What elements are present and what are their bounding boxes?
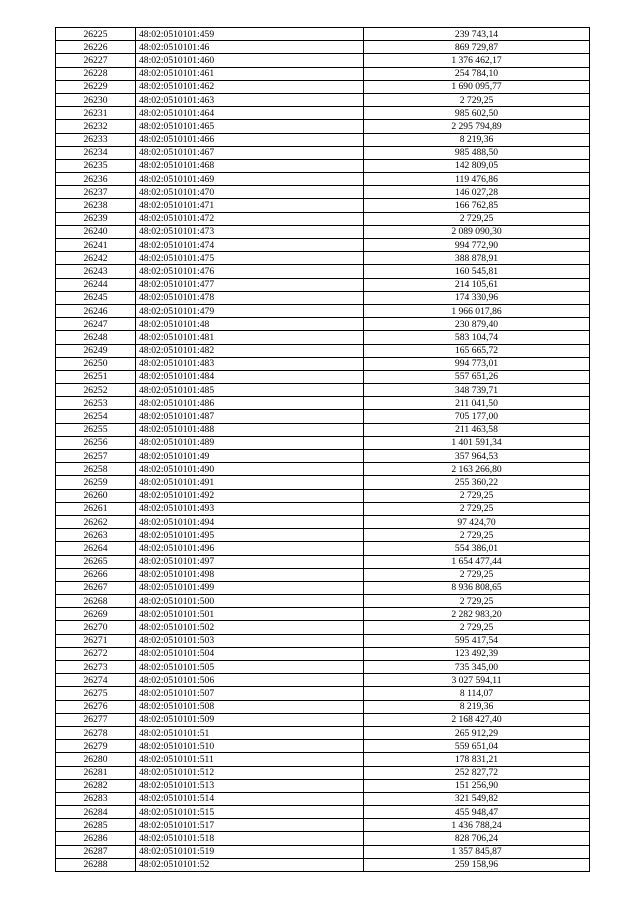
- row-number-cell: 26263: [56, 529, 136, 542]
- cadastral-number-cell: 48:02:0510101:490: [136, 463, 364, 476]
- row-number-cell: 26226: [56, 41, 136, 54]
- row-number-cell: 26272: [56, 647, 136, 660]
- row-number-cell: 26270: [56, 621, 136, 634]
- row-number-cell: 26243: [56, 265, 136, 278]
- row-number-cell: 26259: [56, 476, 136, 489]
- value-cell: 994 773,01: [364, 357, 590, 370]
- value-cell: 146 027,28: [364, 186, 590, 199]
- table-row: [56, 54, 590, 67]
- table-row: [56, 186, 590, 199]
- table-row: [56, 291, 590, 304]
- cadastral-number-cell: 48:02:0510101:481: [136, 331, 364, 344]
- cadastral-number-cell: 48:02:0510101:512: [136, 766, 364, 779]
- value-cell: 174 330,96: [364, 291, 590, 304]
- table-row: [56, 120, 590, 133]
- cadastral-number-cell: 48:02:0510101:507: [136, 687, 364, 700]
- cadastral-number-cell: 48:02:0510101:46: [136, 41, 364, 54]
- value-cell: 388 878,91: [364, 252, 590, 265]
- table-row: [56, 792, 590, 805]
- value-cell: 97 424,70: [364, 515, 590, 528]
- value-cell: 2 729,25: [364, 568, 590, 581]
- table-row: [56, 845, 590, 858]
- table-row: [56, 726, 590, 739]
- value-cell: 211 463,58: [364, 423, 590, 436]
- table-row: [56, 740, 590, 753]
- row-number-cell: 26229: [56, 80, 136, 93]
- value-cell: 255 360,22: [364, 476, 590, 489]
- cadastral-number-cell: 48:02:0510101:460: [136, 54, 364, 67]
- cadastral-number-cell: 48:02:0510101:479: [136, 304, 364, 317]
- cadastral-number-cell: 48:02:0510101:508: [136, 700, 364, 713]
- cadastral-number-cell: 48:02:0510101:505: [136, 661, 364, 674]
- cadastral-number-cell: 48:02:0510101:506: [136, 674, 364, 687]
- cadastral-number-cell: 48:02:0510101:509: [136, 713, 364, 726]
- table-row: [56, 476, 590, 489]
- cadastral-number-cell: 48:02:0510101:499: [136, 581, 364, 594]
- table-row: [56, 608, 590, 621]
- value-cell: 8 219,36: [364, 700, 590, 713]
- cadastral-number-cell: 48:02:0510101:486: [136, 397, 364, 410]
- row-number-cell: 26266: [56, 568, 136, 581]
- row-number-cell: 26244: [56, 278, 136, 291]
- table-row: [56, 713, 590, 726]
- table-row: [56, 661, 590, 674]
- row-number-cell: 26284: [56, 806, 136, 819]
- value-cell: 985 602,50: [364, 107, 590, 120]
- cadastral-number-cell: 48:02:0510101:513: [136, 779, 364, 792]
- row-number-cell: 26265: [56, 555, 136, 568]
- row-number-cell: 26262: [56, 515, 136, 528]
- row-number-cell: 26227: [56, 54, 136, 67]
- row-number-cell: 26267: [56, 581, 136, 594]
- table-row: [56, 278, 590, 291]
- table-row: [56, 212, 590, 225]
- value-cell: 259 158,96: [364, 858, 590, 871]
- table-row: [56, 331, 590, 344]
- value-cell: 2 282 983,20: [364, 608, 590, 621]
- value-cell: 1 654 477,44: [364, 555, 590, 568]
- table-row: [56, 450, 590, 463]
- value-cell: 1 357 845,87: [364, 845, 590, 858]
- row-number-cell: 26275: [56, 687, 136, 700]
- value-cell: 165 665,72: [364, 344, 590, 357]
- row-number-cell: 26285: [56, 819, 136, 832]
- row-number-cell: 26246: [56, 304, 136, 317]
- row-number-cell: 26256: [56, 436, 136, 449]
- row-number-cell: 26277: [56, 713, 136, 726]
- value-cell: 559 651,04: [364, 740, 590, 753]
- table-row: [56, 410, 590, 423]
- value-cell: 8 219,36: [364, 133, 590, 146]
- value-cell: 735 345,00: [364, 661, 590, 674]
- row-number-cell: 26245: [56, 291, 136, 304]
- value-cell: 583 104,74: [364, 331, 590, 344]
- value-cell: 554 386,01: [364, 542, 590, 555]
- value-cell: 119 476,86: [364, 173, 590, 186]
- table-row: [56, 687, 590, 700]
- table-row: [56, 568, 590, 581]
- value-cell: 705 177,00: [364, 410, 590, 423]
- value-cell: 1 690 095,77: [364, 80, 590, 93]
- row-number-cell: 26276: [56, 700, 136, 713]
- cadastral-number-cell: 48:02:0510101:465: [136, 120, 364, 133]
- value-cell: 160 545,81: [364, 265, 590, 278]
- value-cell: 265 912,29: [364, 726, 590, 739]
- value-cell: 595 417,54: [364, 634, 590, 647]
- row-number-cell: 26271: [56, 634, 136, 647]
- cadastral-number-cell: 48:02:0510101:462: [136, 80, 364, 93]
- row-number-cell: 26254: [56, 410, 136, 423]
- cadastral-number-cell: 48:02:0510101:514: [136, 792, 364, 805]
- table-row: [56, 779, 590, 792]
- table-row: [56, 858, 590, 871]
- row-number-cell: 26280: [56, 753, 136, 766]
- cadastral-number-cell: 48:02:0510101:510: [136, 740, 364, 753]
- value-cell: 994 772,90: [364, 239, 590, 252]
- row-number-cell: 26241: [56, 239, 136, 252]
- cadastral-number-cell: 48:02:0510101:461: [136, 67, 364, 80]
- cadastral-number-cell: 48:02:0510101:476: [136, 265, 364, 278]
- value-cell: 123 492,39: [364, 647, 590, 660]
- table-row: [56, 225, 590, 238]
- value-cell: 8 114,07: [364, 687, 590, 700]
- value-cell: 254 784,10: [364, 67, 590, 80]
- row-number-cell: 26282: [56, 779, 136, 792]
- row-number-cell: 26231: [56, 107, 136, 120]
- value-cell: 2 729,25: [364, 212, 590, 225]
- row-number-cell: 26233: [56, 133, 136, 146]
- row-number-cell: 26232: [56, 120, 136, 133]
- cadastral-number-cell: 48:02:0510101:485: [136, 384, 364, 397]
- value-cell: 2 163 266,80: [364, 463, 590, 476]
- cadastral-number-cell: 48:02:0510101:483: [136, 357, 364, 370]
- table-row: [56, 344, 590, 357]
- cadastral-number-cell: 48:02:0510101:478: [136, 291, 364, 304]
- row-number-cell: 26247: [56, 318, 136, 331]
- cadastral-number-cell: 48:02:0510101:464: [136, 107, 364, 120]
- table-row: [56, 67, 590, 80]
- cadastral-number-cell: 48:02:0510101:501: [136, 608, 364, 621]
- cadastral-number-cell: 48:02:0510101:498: [136, 568, 364, 581]
- value-cell: 321 549,82: [364, 792, 590, 805]
- row-number-cell: 26251: [56, 370, 136, 383]
- value-cell: 2 729,25: [364, 489, 590, 502]
- cadastral-number-cell: 48:02:0510101:466: [136, 133, 364, 146]
- value-cell: 348 739,71: [364, 384, 590, 397]
- value-cell: 1 376 462,17: [364, 54, 590, 67]
- row-number-cell: 26273: [56, 661, 136, 674]
- value-cell: 1 966 017,86: [364, 304, 590, 317]
- table-row: [56, 647, 590, 660]
- value-cell: 2 729,25: [364, 93, 590, 106]
- cadastral-number-cell: 48:02:0510101:493: [136, 502, 364, 515]
- row-number-cell: 26252: [56, 384, 136, 397]
- value-cell: 142 809,05: [364, 159, 590, 172]
- cadastral-number-cell: 48:02:0510101:469: [136, 173, 364, 186]
- table-row: [56, 423, 590, 436]
- cadastral-number-cell: 48:02:0510101:477: [136, 278, 364, 291]
- table-row: [56, 766, 590, 779]
- row-number-cell: 26248: [56, 331, 136, 344]
- table-row: [56, 252, 590, 265]
- value-cell: 166 762,85: [364, 199, 590, 212]
- row-number-cell: 26235: [56, 159, 136, 172]
- cadastral-number-cell: 48:02:0510101:494: [136, 515, 364, 528]
- row-number-cell: 26260: [56, 489, 136, 502]
- table-row: [56, 489, 590, 502]
- value-cell: 2 295 794,89: [364, 120, 590, 133]
- table-row: [56, 674, 590, 687]
- row-number-cell: 26230: [56, 93, 136, 106]
- table-row: [56, 28, 590, 41]
- table-row: [56, 502, 590, 515]
- row-number-cell: 26255: [56, 423, 136, 436]
- cadastral-value-table: [55, 27, 590, 872]
- table-row: [56, 542, 590, 555]
- row-number-cell: 26269: [56, 608, 136, 621]
- value-cell: 869 729,87: [364, 41, 590, 54]
- cadastral-number-cell: 48:02:0510101:503: [136, 634, 364, 647]
- row-number-cell: 26279: [56, 740, 136, 753]
- cadastral-number-cell: 48:02:0510101:467: [136, 146, 364, 159]
- cadastral-number-cell: 48:02:0510101:482: [136, 344, 364, 357]
- cadastral-number-cell: 48:02:0510101:504: [136, 647, 364, 660]
- row-number-cell: 26287: [56, 845, 136, 858]
- row-number-cell: 26281: [56, 766, 136, 779]
- table-row: [56, 832, 590, 845]
- value-cell: 985 488,50: [364, 146, 590, 159]
- cadastral-number-cell: 48:02:0510101:488: [136, 423, 364, 436]
- value-cell: 455 948,47: [364, 806, 590, 819]
- cadastral-number-cell: 48:02:0510101:519: [136, 845, 364, 858]
- row-number-cell: 26261: [56, 502, 136, 515]
- value-cell: 211 041,50: [364, 397, 590, 410]
- cadastral-number-cell: 48:02:0510101:518: [136, 832, 364, 845]
- cadastral-number-cell: 48:02:0510101:500: [136, 595, 364, 608]
- table-row: [56, 634, 590, 647]
- value-cell: 178 831,21: [364, 753, 590, 766]
- table-row: [56, 581, 590, 594]
- row-number-cell: 26249: [56, 344, 136, 357]
- table-row: [56, 753, 590, 766]
- table-row: [56, 370, 590, 383]
- table-row: [56, 173, 590, 186]
- cadastral-number-cell: 48:02:0510101:495: [136, 529, 364, 542]
- row-number-cell: 26258: [56, 463, 136, 476]
- cadastral-number-cell: 48:02:0510101:502: [136, 621, 364, 634]
- cadastral-number-cell: 48:02:0510101:497: [136, 555, 364, 568]
- cadastral-number-cell: 48:02:0510101:468: [136, 159, 364, 172]
- row-number-cell: 26257: [56, 450, 136, 463]
- value-cell: 214 105,61: [364, 278, 590, 291]
- cadastral-number-cell: 48:02:0510101:471: [136, 199, 364, 212]
- row-number-cell: 26264: [56, 542, 136, 555]
- row-number-cell: 26274: [56, 674, 136, 687]
- value-cell: 828 706,24: [364, 832, 590, 845]
- row-number-cell: 26283: [56, 792, 136, 805]
- table-row: [56, 80, 590, 93]
- table-body: [56, 28, 590, 872]
- cadastral-number-cell: 48:02:0510101:496: [136, 542, 364, 555]
- row-number-cell: 26286: [56, 832, 136, 845]
- row-number-cell: 26234: [56, 146, 136, 159]
- table-row: [56, 621, 590, 634]
- table-row: [56, 595, 590, 608]
- cadastral-number-cell: 48:02:0510101:49: [136, 450, 364, 463]
- table-row: [56, 239, 590, 252]
- cadastral-number-cell: 48:02:0510101:515: [136, 806, 364, 819]
- table-row: [56, 384, 590, 397]
- value-cell: 357 964,53: [364, 450, 590, 463]
- value-cell: 2 729,25: [364, 595, 590, 608]
- value-cell: 239 743,14: [364, 28, 590, 41]
- value-cell: 1 436 788,24: [364, 819, 590, 832]
- table-row: [56, 304, 590, 317]
- value-cell: 8 936 808,65: [364, 581, 590, 594]
- value-cell: 557 651,26: [364, 370, 590, 383]
- cadastral-number-cell: 48:02:0510101:487: [136, 410, 364, 423]
- cadastral-number-cell: 48:02:0510101:48: [136, 318, 364, 331]
- row-number-cell: 26239: [56, 212, 136, 225]
- value-cell: 252 827,72: [364, 766, 590, 779]
- table-row: [56, 819, 590, 832]
- row-number-cell: 26240: [56, 225, 136, 238]
- cadastral-number-cell: 48:02:0510101:489: [136, 436, 364, 449]
- cadastral-number-cell: 48:02:0510101:470: [136, 186, 364, 199]
- row-number-cell: 26237: [56, 186, 136, 199]
- row-number-cell: 26253: [56, 397, 136, 410]
- table-row: [56, 93, 590, 106]
- value-cell: 2 729,25: [364, 621, 590, 634]
- value-cell: 2 729,25: [364, 502, 590, 515]
- value-cell: 3 027 594,11: [364, 674, 590, 687]
- value-cell: 151 256,90: [364, 779, 590, 792]
- table-row: [56, 436, 590, 449]
- cadastral-number-cell: 48:02:0510101:491: [136, 476, 364, 489]
- cadastral-number-cell: 48:02:0510101:511: [136, 753, 364, 766]
- cadastral-number-cell: 48:02:0510101:475: [136, 252, 364, 265]
- table-row: [56, 41, 590, 54]
- cadastral-number-cell: 48:02:0510101:473: [136, 225, 364, 238]
- table-row: [56, 555, 590, 568]
- table-row: [56, 463, 590, 476]
- row-number-cell: 26288: [56, 858, 136, 871]
- row-number-cell: 26250: [56, 357, 136, 370]
- cadastral-number-cell: 48:02:0510101:492: [136, 489, 364, 502]
- table-row: [56, 199, 590, 212]
- table-row: [56, 107, 590, 120]
- row-number-cell: 26268: [56, 595, 136, 608]
- row-number-cell: 26228: [56, 67, 136, 80]
- row-number-cell: 26278: [56, 726, 136, 739]
- table-row: [56, 700, 590, 713]
- cadastral-number-cell: 48:02:0510101:463: [136, 93, 364, 106]
- table-row: [56, 515, 590, 528]
- row-number-cell: 26242: [56, 252, 136, 265]
- table-row: [56, 806, 590, 819]
- row-number-cell: 26225: [56, 28, 136, 41]
- row-number-cell: 26238: [56, 199, 136, 212]
- table-row: [56, 133, 590, 146]
- value-cell: 230 879,40: [364, 318, 590, 331]
- value-cell: 2 729,25: [364, 529, 590, 542]
- table-row: [56, 265, 590, 278]
- cadastral-number-cell: 48:02:0510101:459: [136, 28, 364, 41]
- table-row: [56, 318, 590, 331]
- value-cell: 2 089 090,30: [364, 225, 590, 238]
- cadastral-number-cell: 48:02:0510101:472: [136, 212, 364, 225]
- cadastral-number-cell: 48:02:0510101:51: [136, 726, 364, 739]
- cadastral-number-cell: 48:02:0510101:517: [136, 819, 364, 832]
- table-row: [56, 397, 590, 410]
- row-number-cell: 26236: [56, 173, 136, 186]
- table-row: [56, 357, 590, 370]
- value-cell: 1 401 591,34: [364, 436, 590, 449]
- cadastral-number-cell: 48:02:0510101:484: [136, 370, 364, 383]
- table-row: [56, 529, 590, 542]
- cadastral-number-cell: 48:02:0510101:52: [136, 858, 364, 871]
- table-row: [56, 159, 590, 172]
- value-cell: 2 168 427,40: [364, 713, 590, 726]
- cadastral-number-cell: 48:02:0510101:474: [136, 239, 364, 252]
- table-row: [56, 146, 590, 159]
